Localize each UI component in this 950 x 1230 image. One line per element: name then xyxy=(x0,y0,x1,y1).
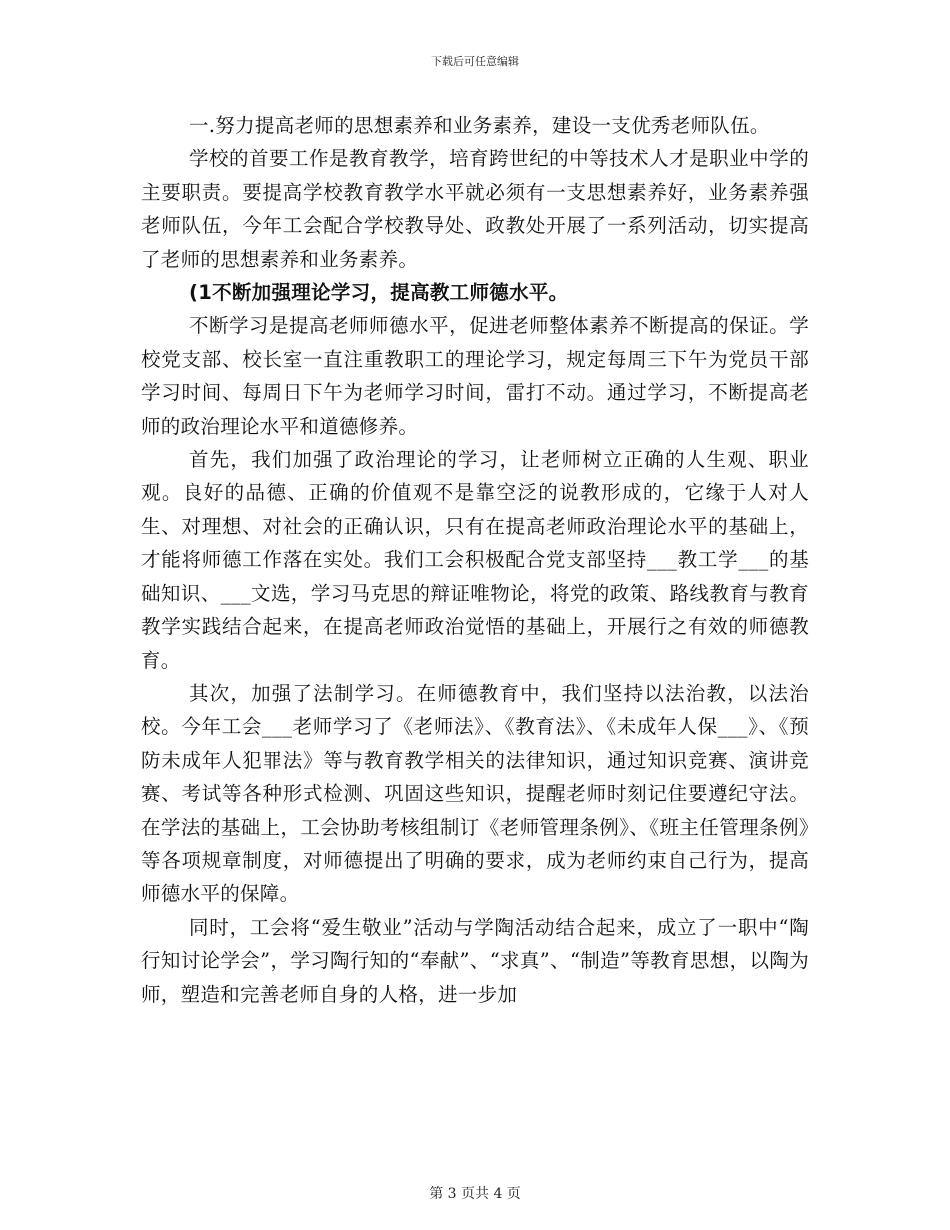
body-paragraph: 同时，工会将“爱生敬业”活动与学陶活动结合起来，成立了一职中“陶行知讨论学会”，学习陶行知的“奉献”、“求真”、“制造”等教育思想，以陶为师，塑造和完善老师自身的人格，进一步加 xyxy=(141,915,809,1006)
body-paragraph: 其次，加强了法制学习。在师德教育中，我们坚持以法治教，以法治校。今年工会___老师学习了《老师法》、《教育法》、《未成年人保___》、《预防未成年人犯罪法》等与教育教学相关的法律知识，通过知识竞赛、演讲竞赛、考试等各种形式检测、巩固这些知识，提醒老师时刻记住要遵纪守法。在学法的基础上，工会协助考核组制订《老师管理条例》、《班主任管理条例》等各项规章制度，对师德提出了明确的要求，成为老师约束自己行为，提高师德水平的保障。 xyxy=(141,681,809,906)
body-paragraph: 学校的首要工作是教育教学，培育跨世纪的中等技术人才是职业中学的主要职责。要提高学校教育教学水平就必须有一支思想素养好，业务素养强老师队伍，今年工会配合学校教导处、政教处开展了一系列活动，切实提高了老师的思想素养和业务素养。 xyxy=(141,147,809,271)
section-heading: 一.努力提高老师的思想素养和业务素养，建设一支优秀老师队伍。 xyxy=(189,114,770,137)
page-header: 下载后可任意编辑 xyxy=(431,55,519,68)
page-number: 第 3 页共 4 页 xyxy=(429,1186,521,1202)
body-paragraph: 不断学习是提高老师师德水平，促进老师整体素养不断提高的保证。学校党支部、校长室一直注重教职工的理论学习，规定每周三下午为党员干部学习时间、每周日下午为老师学习时间，雷打不动。通过学习，不断提高老师的政治理论水平和道德修养。 xyxy=(141,314,809,438)
subsection-heading: (1不断加强理论学习，提高教工师德水平。 xyxy=(189,281,569,305)
document-body xyxy=(141,109,809,1011)
body-paragraph: 首先，我们加强了政治理论的学习，让老师树立正确的人生观、职业观。良好的品德、正确的价值观不是靠空泛的说教形成的，它缘于人对人生、对理想、对社会的正确认识，只有在提高老师政治理论水平的基础上，才能将师德工作落在实处。我们工会积极配合党支部坚持___教工学___的基础知识、___文选，学习马克思的辩证唯物论，将党的政策、路线教育与教育教学实践结合起来，在提高老师政治觉悟的基础上，开展行之有效的师德教育。 xyxy=(141,448,809,672)
